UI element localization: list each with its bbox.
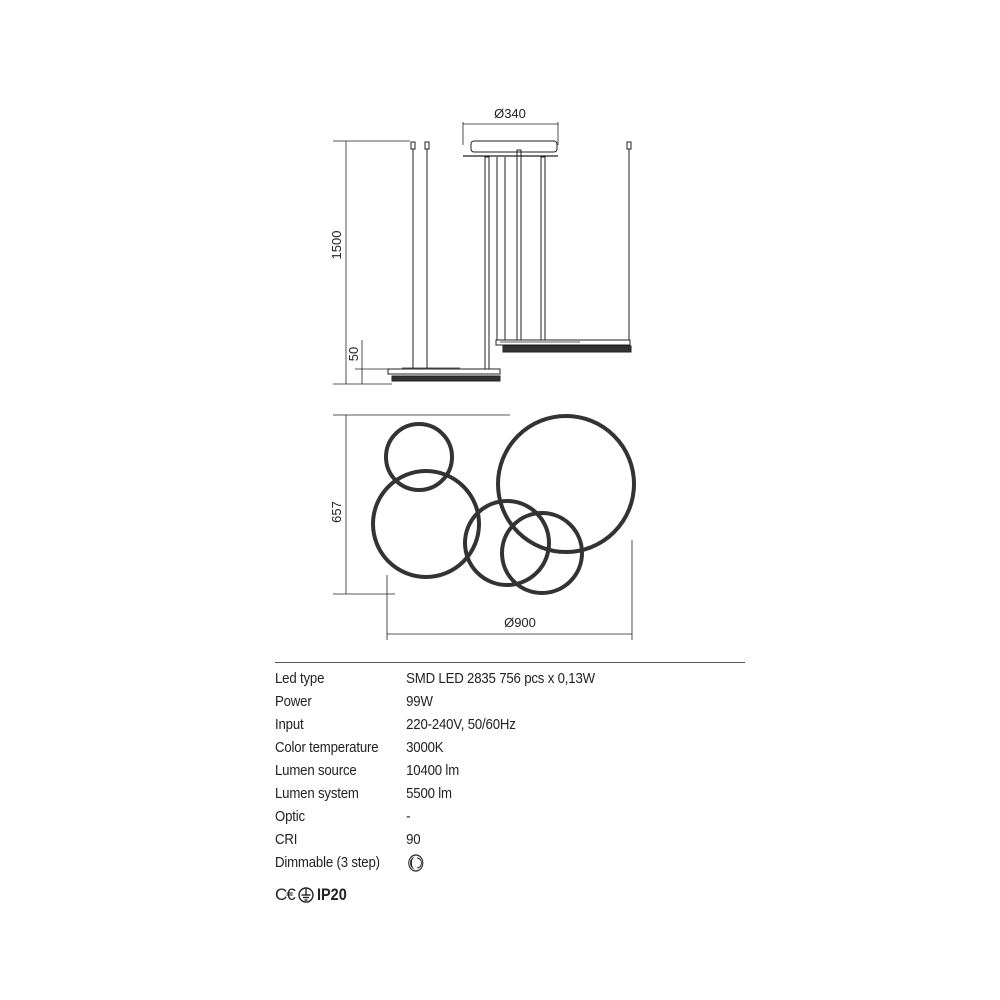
- dimmable-icon: [408, 854, 424, 872]
- spec-value: 99W: [406, 693, 433, 710]
- spec-value: 220-240V, 50/60Hz: [406, 716, 516, 733]
- height-label: 1500: [329, 230, 344, 260]
- ce-mark: C€: [275, 885, 295, 904]
- ring-large: [498, 416, 634, 552]
- top-view: [333, 415, 634, 640]
- spec-label: Input: [275, 716, 304, 733]
- spec-label: Power: [275, 693, 312, 710]
- certification-row: [275, 885, 352, 905]
- spec-label: Lumen system: [275, 785, 359, 802]
- spec-row: [275, 690, 689, 713]
- protective-earth-icon: [298, 887, 314, 903]
- spec-row: [275, 759, 689, 782]
- spec-value: [406, 853, 688, 871]
- ring-profile-label: 50: [346, 346, 361, 362]
- ring-medium-left: [373, 471, 479, 577]
- ip-rating: IP20: [316, 885, 347, 904]
- side-view: [333, 122, 631, 384]
- spec-label: Dimmable (3 step): [275, 854, 380, 871]
- spec-row: [275, 667, 689, 690]
- spec-label: Lumen source: [275, 762, 357, 779]
- canopy-diameter-label: Ø340: [494, 106, 526, 121]
- spec-row: [275, 736, 689, 759]
- spec-row: [275, 805, 689, 828]
- spec-row: [275, 782, 689, 805]
- spec-label: Color temperature: [275, 739, 379, 756]
- spec-row: [275, 713, 689, 736]
- spec-row: [275, 828, 689, 851]
- spec-row: [275, 851, 689, 874]
- spec-value: 90: [406, 831, 421, 848]
- spec-value: 10400 lm: [406, 762, 460, 779]
- spec-value: 5500 lm: [406, 785, 452, 802]
- depth-label: 657: [329, 501, 344, 523]
- spec-value: -: [406, 808, 411, 825]
- spec-label: Optic: [275, 808, 305, 825]
- spec-label: Led type: [275, 670, 325, 687]
- spec-value: SMD LED 2835 756 pcs x 0,13W: [406, 670, 595, 687]
- spec-value: 3000K: [406, 739, 444, 756]
- spec-label: CRI: [275, 831, 298, 848]
- spec-table: [275, 662, 745, 874]
- width-label: Ø900: [504, 615, 536, 630]
